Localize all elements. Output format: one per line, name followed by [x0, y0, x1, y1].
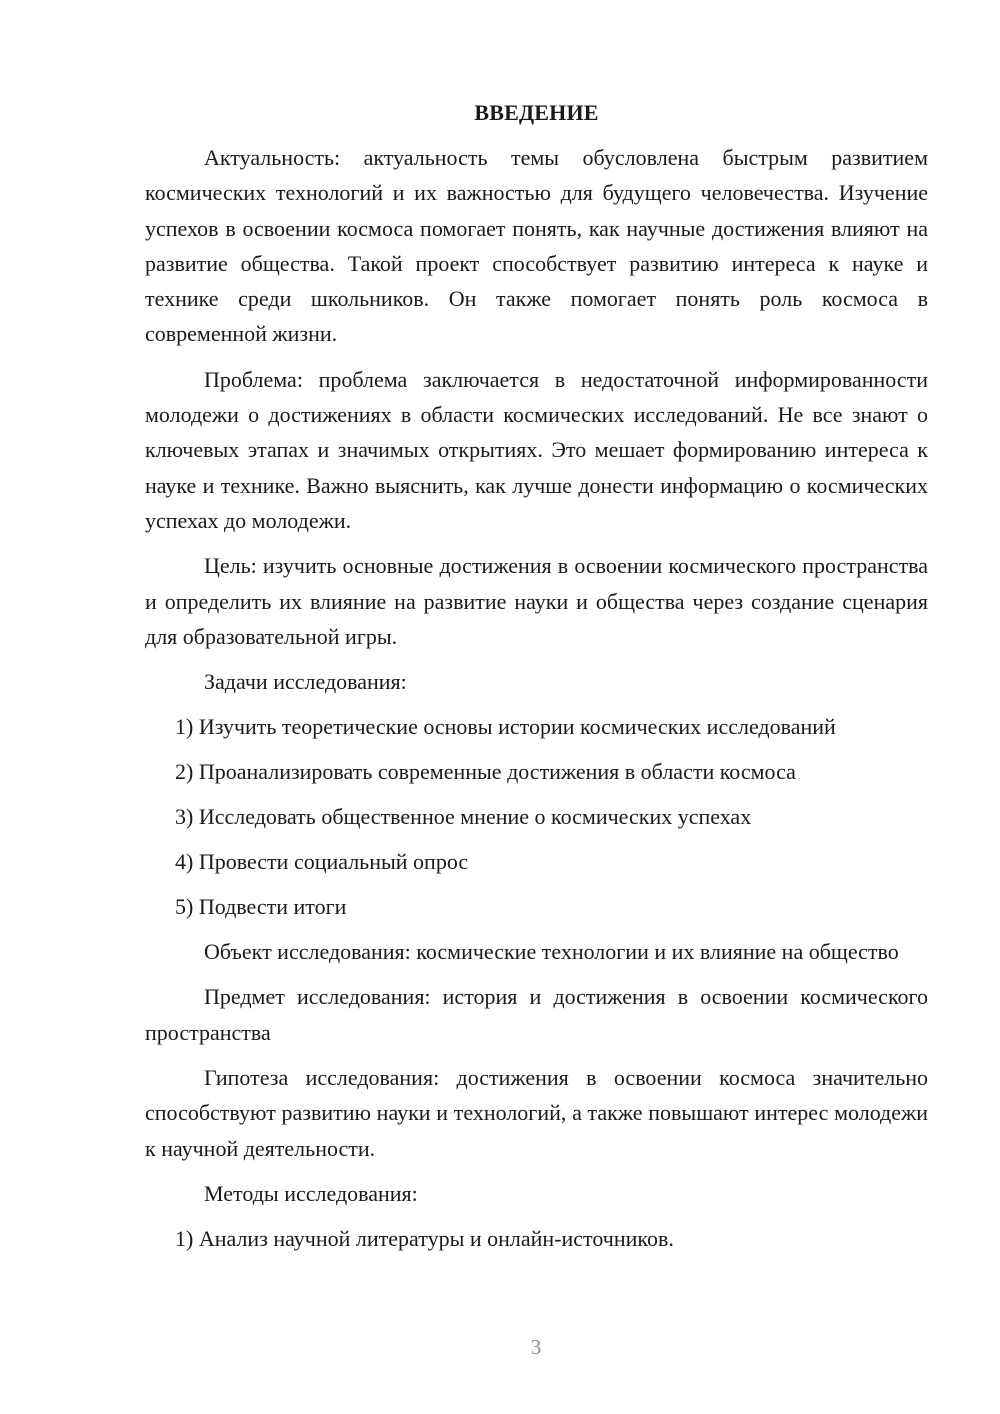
task-item: 2) Проанализировать современные достижения в области космоса: [175, 759, 796, 785]
page-number: 3: [530, 1335, 542, 1359]
task-item: 4) Провести социальный опрос: [175, 849, 469, 875]
hypothesis-paragraph: Гипотеза исследования: достижения в освоении космоса значительно способствуют развитию науки и технологий, а также повышают интерес молодежи к научной деятельности.: [145, 1065, 928, 1161]
methods-heading: Методы исследования:: [204, 1180, 418, 1206]
goal-paragraph: Цель: изучить основные достижения в освоении космического пространства и определить их влияние на развитие науки и общества через создание сценария для образовательной игры.: [145, 553, 928, 649]
tasks-list: [145, 709, 928, 924]
task-item: 3) Исследовать общественное мнение о космических успехах: [175, 804, 752, 830]
object-paragraph: Объект исследования: космические технологии и их влияние на общество: [204, 939, 899, 965]
tasks-heading: Задачи исследования:: [204, 669, 407, 695]
page-body: [145, 95, 928, 1266]
task-item: 1) Изучить теоретические основы истории космических исследований: [175, 714, 836, 740]
relevance-paragraph: Актуальность: актуальность темы обусловлена быстрым развитием космических технологий и их важностью для будущего человечества. Изучение успехов в освоении космоса помогает понять, как научные достижения влияют на развитие общества. Такой проект способствует развитию интереса к науке и технике среди школьников. Он также помогает понять роль космоса в современной жизни.: [145, 145, 928, 347]
problem-paragraph: Проблема: проблема заключается в недостаточной информированности молодежи о достижениях в области космических исследований. Не все знают о ключевых этапах и значимых открытиях. Это мешает формированию интереса к науке и технике. Важно выяснить, как лучше донести информацию о космических успехах до молодежи.: [145, 366, 928, 533]
method-item: 1) Анализ научной литературы и онлайн-источников.: [175, 1225, 674, 1251]
task-item: 5) Подвести итоги: [175, 894, 347, 920]
subject-paragraph: Предмет исследования: история и достижения в освоении космического пространства: [145, 984, 928, 1045]
methods-list: [145, 1221, 928, 1256]
section-title: ВВЕДЕНИЕ: [474, 100, 599, 125]
